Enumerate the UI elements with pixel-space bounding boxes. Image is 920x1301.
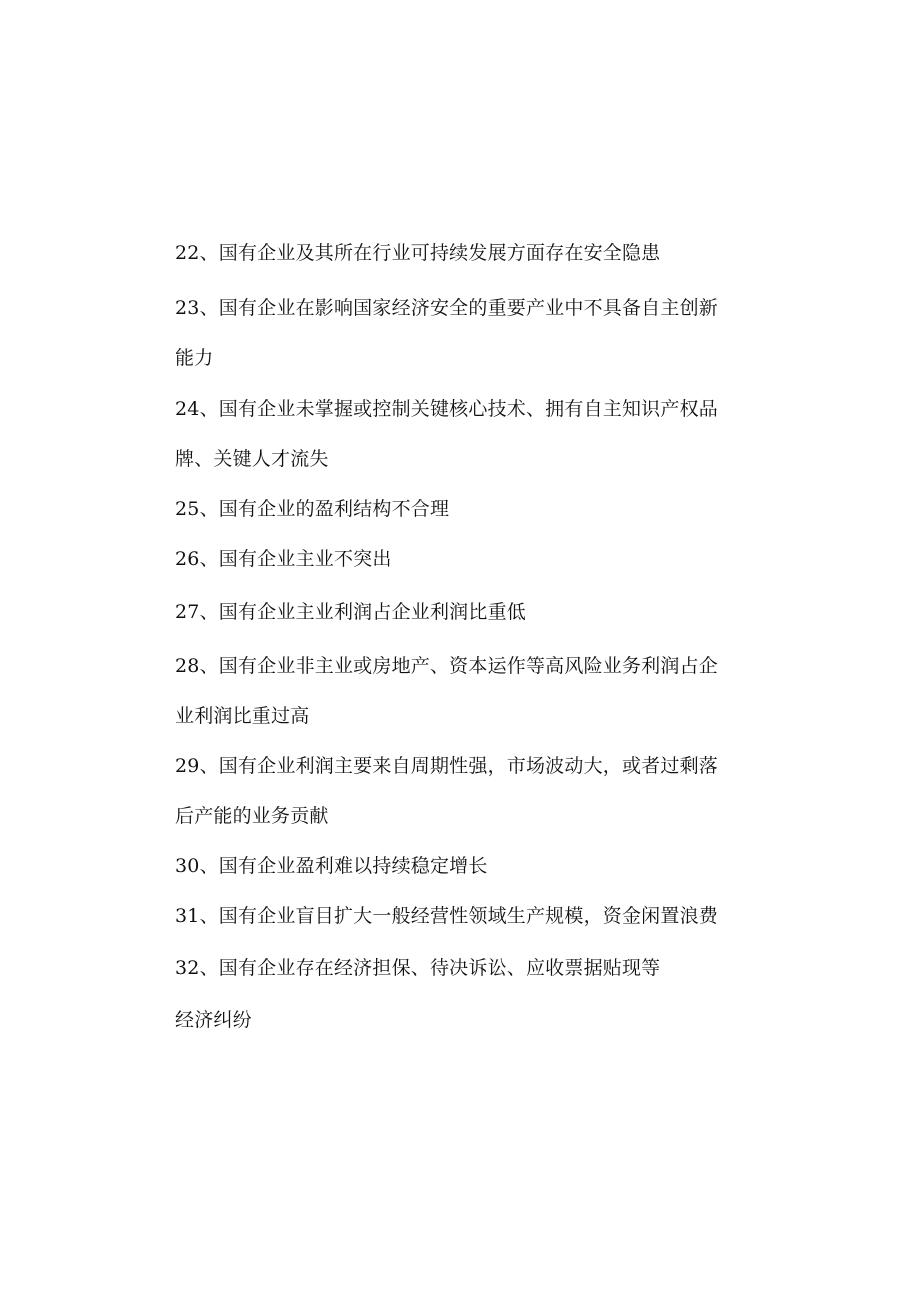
- item-27-line-1: 27、国有企业主业利润占企业利润比重低: [175, 601, 526, 623]
- item-30-line-1: 30、国有企业盈利难以持续稳定增长: [175, 855, 488, 877]
- item-23-line-2: 能力: [175, 347, 214, 369]
- item-24-line-1: 24、国有企业未掌握或控制关键核心技术、拥有自主知识产权品: [175, 398, 718, 420]
- item-24-line-2: 牌、关键人才流失: [175, 448, 329, 470]
- item-32-line-1: 32、国有企业存在经济担保、待决诉讼、应收票据贴现等: [175, 957, 661, 979]
- item-29-line-2: 后产能的业务贡献: [175, 805, 329, 827]
- item-28-line-1: 28、国有企业非主业或房地产、资本运作等高风险业务利润占企: [175, 655, 718, 677]
- item-23-line-1: 23、国有企业在影响国家经济安全的重要产业中不具备自主创新: [175, 297, 718, 319]
- item-29-line-1: 29、国有企业利润主要来自周期性强，市场波动大，或者过剩落: [175, 755, 718, 777]
- item-25-line-1: 25、国有企业的盈利结构不合理: [175, 498, 450, 520]
- item-22-line-1: 22、国有企业及其所在行业可持续发展方面存在安全隐患: [175, 242, 661, 264]
- item-26-line-1: 26、国有企业主业不突出: [175, 548, 392, 570]
- item-32-line-2: 经济纠纷: [175, 1009, 252, 1031]
- item-31-line-1: 31、国有企业盲目扩大一般经营性领域生产规模，资金闲置浪费: [175, 905, 718, 927]
- item-28-line-2: 业利润比重过高: [175, 705, 310, 727]
